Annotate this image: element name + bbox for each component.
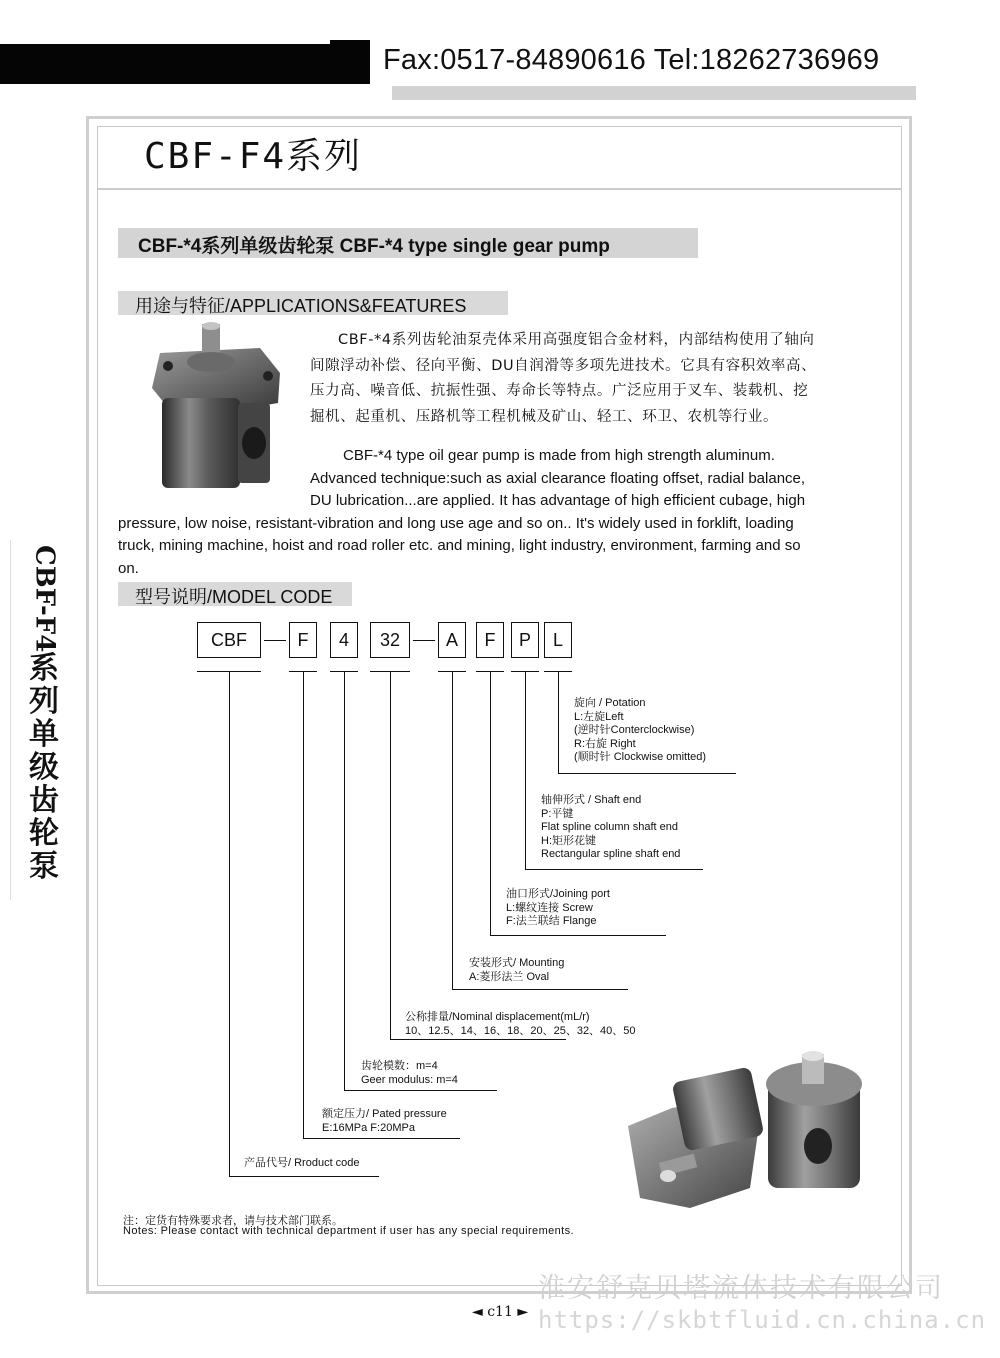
watermark-company: 淮安舒克贝塔流体技术有限公司 [538,1273,944,1303]
desc-line: 公称排量/Nominal displacement(mL/r) [405,1011,590,1023]
desc-line: L:螺纹连接 Screw [506,901,593,914]
connector-pressure [303,671,304,1138]
contact-info: Fax:0517-84890616 Tel:18262736969 [383,44,880,76]
side-title-char: 列 [29,684,59,720]
connector-modulus-h [344,1090,497,1091]
desc-line: 旋向 / Potation [574,697,646,709]
code-box-product: CBF [197,622,261,658]
gear-pump-pair-image [620,1048,870,1208]
description-cn-line: 掘机、起重机、压路机等工程机械及矿山、轻工、环卫、农机等行业。 [310,408,779,425]
description-chinese [310,328,822,430]
desc-port [506,888,610,929]
desc-line: 安装形式/ Mounting [469,957,565,969]
desc-line: Rectangular spline shaft end [541,848,681,860]
connector-rotation [558,671,559,773]
desc-line: A:菱形法兰 Oval [469,970,550,983]
side-title-part: CBF-F4 [29,545,60,653]
model-code-heading: 型号说明/MODEL CODE [135,587,333,607]
code-box-shaft: P [511,622,539,658]
page-number: ◄ c11 ► [472,1304,529,1320]
desc-line: 产品代号/ Rroduct code [244,1157,360,1169]
side-title-char: 齿 [29,783,59,819]
desc-line: 轴伸形式 / Shaft end [541,794,642,806]
connector-mounting [452,671,453,989]
connector-port [490,671,491,935]
side-title [22,545,66,883]
connector-pressure-h [303,1138,460,1139]
description-en-line: pressure, low noise, resistant-vibration and long use age and so on.. It's widely used in forklift, loading [118,514,794,532]
connector-modulus [344,671,345,1090]
desc-line: 油口形式/Joining port [506,888,610,900]
header-grey-rule [392,86,916,100]
description-english [118,445,822,580]
desc-line: (顺时针 Clockwise omitted) [574,751,707,763]
connector-mounting-h [452,989,628,990]
desc-modulus [361,1060,458,1087]
code-box-port: F [476,622,504,658]
code-box-mounting: A [438,622,466,658]
description-cn-line: CBF-*4系列齿轮油泵壳体采用高强度铝合金材料，内部结构使用了轴向 [338,332,815,348]
note-chinese: 注：定货有特殊要求者，请与技术部门联系。 [123,1215,343,1227]
desc-rotation [574,697,706,765]
desc-line: P:平键 [541,807,574,820]
desc-line: Flat spline column shaft end [541,821,678,833]
desc-pressure [322,1108,447,1135]
title-rule [97,188,902,190]
desc-line: L:左旋Left [574,710,624,723]
desc-line: R:右旋 Right [574,737,636,750]
connector-product [229,671,230,1176]
connector-port-h [490,935,666,936]
desc-displacement [405,1011,636,1038]
connector-displacement [390,671,391,1039]
desc-product [244,1157,360,1171]
side-title-char: 级 [29,750,59,786]
connector-product-h [229,1176,379,1177]
desc-line: 10、12.5、14、16、18、20、25、32、40、50 [405,1024,636,1037]
desc-line: Geer modulus: m=4 [361,1073,458,1086]
side-title-char: 单 [29,717,59,753]
watermark-url: https://skbtfluid.cn.china.cn [538,1306,987,1334]
description-en-line: DU lubrication...are applied. It has advantage of high efficient cubage, high [310,492,806,509]
applications-heading: 用途与特征/APPLICATIONS&FEATURES [135,296,467,316]
desc-line: E:16MPa F:20MPa [322,1121,415,1134]
code-box-modulus: 4 [330,622,358,658]
desc-line: H:矩形花键 [541,834,596,847]
desc-line: 额定压力/ Pated pressure [322,1108,447,1120]
connector-shaft [525,671,526,869]
connector-displacement-h [390,1039,566,1040]
desc-line: 齿轮模数：m=4 [361,1060,438,1072]
description-en-line: truck, mining machine, hoist and road roller etc. and mining, light industry, environment, farming and so [118,537,801,554]
desc-mounting [469,957,564,984]
connector-rotation-h [558,773,736,774]
series-title: CBF-F4系列 [144,136,363,177]
side-title-char: 系 [29,651,59,687]
banner-title: CBF-*4系列单级齿轮泵 CBF-*4 type single gear pump [138,236,610,257]
side-rule [10,540,11,900]
description-en-line: CBF-*4 type oil gear pump is made from high strength aluminum. [343,447,775,464]
desc-line: (逆时针Conterclockwise) [574,724,695,736]
connector-shaft-h [525,869,703,870]
note-english: Notes: Please contact with technical department if user has any special requirements. [123,1225,574,1237]
code-box-pressure: F [289,622,317,658]
header-black-notch [330,40,370,48]
code-dash [413,640,435,641]
desc-shaft [541,794,680,862]
code-box-displacement: 32 [370,622,410,658]
description-cn-line: 间隙浮动补偿、径向平衡、DU自润滑等多项先进技术。它具有容积效率高、 [310,357,817,374]
code-box-rotation: L [544,622,572,658]
description-cn-line: 压力高、噪音低、抗振性强、寿命长等特点。广泛应用于叉车、装载机、挖 [310,383,809,399]
side-title-char: 泵 [29,849,59,885]
header-black-bar [0,44,370,84]
description-en-line: on. [118,559,139,577]
desc-line: F:法兰联结 Flange [506,915,597,927]
side-title-char: 轮 [29,816,59,852]
description-en-line: Advanced technique:such as axial clearance floating offset, radial balance, [310,469,806,487]
code-dash [264,640,286,641]
